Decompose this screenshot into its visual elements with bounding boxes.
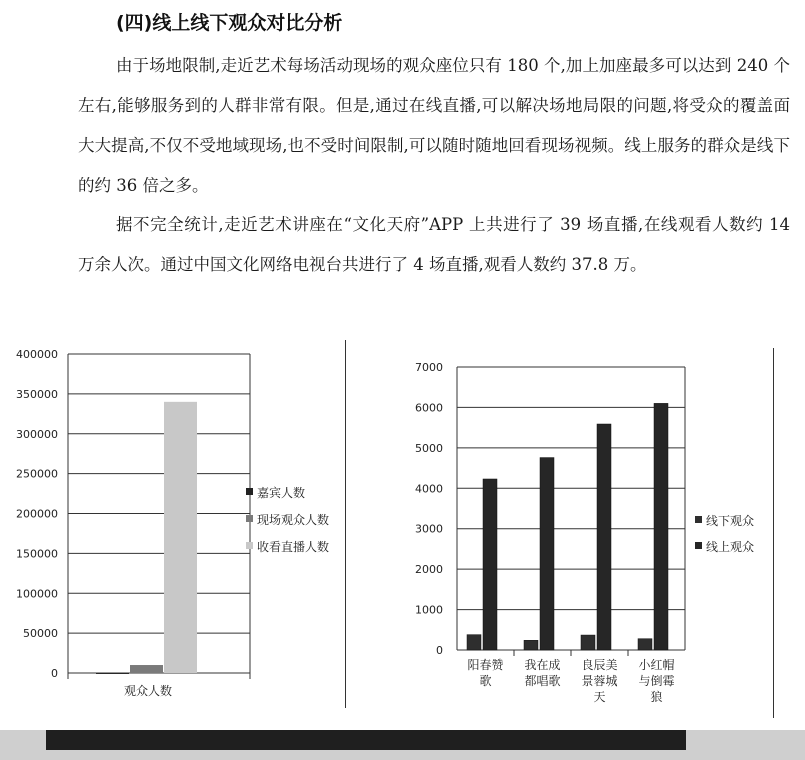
y-tick-label: 6000 — [415, 401, 443, 415]
legend-swatch — [695, 542, 702, 549]
x-category-label-line: 天 — [593, 690, 606, 704]
y-tick-label: 0 — [51, 667, 58, 680]
y-tick-label: 350000 — [16, 387, 58, 401]
x-category-label-line: 阳春赞 — [467, 658, 504, 672]
x-category-label — [581, 658, 617, 704]
bar-4-2 — [654, 403, 668, 650]
y-tick-label: 0 — [436, 644, 443, 657]
y-tick-label: 400000 — [16, 348, 58, 361]
y-tick-label: 3000 — [415, 522, 443, 536]
x-category-label-line: 与倒霉 — [638, 674, 675, 688]
legend-swatch — [246, 488, 253, 495]
bar-3-2 — [597, 424, 611, 650]
bar-2 — [130, 665, 163, 673]
paragraph-seating: 由于场地限制,走近艺术每场活动现场的观众座位只有 180 个,加上加座最多可以达到 240 个左右,能够服务到的人群非常有限。但是,通过在线直播,可以解决场地局限的问题,将受众的覆盖面大大提高,不仅不受地域现场,也不受时间限制,可以随时随地回看现场视频。线上服务的群众是线下的约 36 倍之多。 — [78, 56, 790, 195]
bar-2-1 — [524, 640, 538, 650]
legend-label: 现场观众人数 — [257, 513, 330, 527]
x-category-label-line: 小红帽 — [638, 658, 675, 672]
y-tick-label: 2000 — [415, 563, 443, 577]
chart-divider-right — [773, 348, 774, 718]
legend-label: 线上观众 — [706, 540, 755, 554]
legend-swatch — [246, 515, 253, 522]
y-tick-label: 200000 — [16, 507, 58, 521]
x-category-label — [638, 657, 674, 704]
legend-swatch — [695, 516, 702, 523]
x-category-label-line: 狼 — [650, 690, 663, 704]
y-tick-label: 5000 — [415, 441, 443, 455]
bar-1-2 — [483, 479, 497, 650]
y-tick-label: 4000 — [415, 482, 443, 496]
y-tick-label: 250000 — [16, 467, 58, 481]
bar-3-1 — [581, 635, 595, 650]
y-tick-label: 7000 — [415, 361, 443, 374]
y-tick-label: 100000 — [16, 587, 58, 601]
bar-2-2 — [540, 458, 554, 650]
footer-bar — [46, 730, 686, 750]
bar-1-1 — [467, 635, 481, 650]
audience-total-bar-chart — [0, 340, 345, 705]
section-heading: (四)线上线下观众对比分析 — [116, 12, 343, 34]
y-tick-label: 50000 — [23, 627, 58, 641]
y-tick-label: 150000 — [16, 547, 58, 561]
legend-swatch — [246, 542, 253, 549]
bar-3 — [164, 402, 197, 673]
x-category-label — [524, 657, 560, 688]
bar-1 — [96, 673, 129, 674]
x-category-label-line: 景蓉城 — [581, 674, 618, 688]
legend-label: 嘉宾人数 — [257, 486, 306, 500]
per-event-audience-bar-chart — [400, 345, 780, 715]
x-category-label-line: 歌 — [479, 674, 492, 688]
x-category-label-line: 良辰美 — [581, 658, 618, 672]
legend-label: 线下观众 — [706, 514, 755, 528]
legend-label: 收看直播人数 — [257, 540, 330, 554]
x-category-label-line: 都唱歌 — [524, 674, 561, 688]
x-category-label — [467, 657, 504, 688]
paragraph-statistics: 据不完全统计,走近艺术讲座在“文化天府”APP 上共进行了 39 场直播,在线观看人数约 14 万余人次。通过中国文化网络电视台共进行了 4 场直播,观看人数约 37.8 万。 — [78, 215, 790, 274]
x-category-label: 观众人数 — [123, 684, 173, 698]
bar-4-1 — [638, 639, 652, 650]
y-tick-label: 1000 — [415, 603, 443, 617]
chart-divider-left — [345, 340, 346, 708]
y-tick-label: 300000 — [16, 427, 58, 441]
x-category-label-line: 我在成 — [524, 658, 561, 672]
